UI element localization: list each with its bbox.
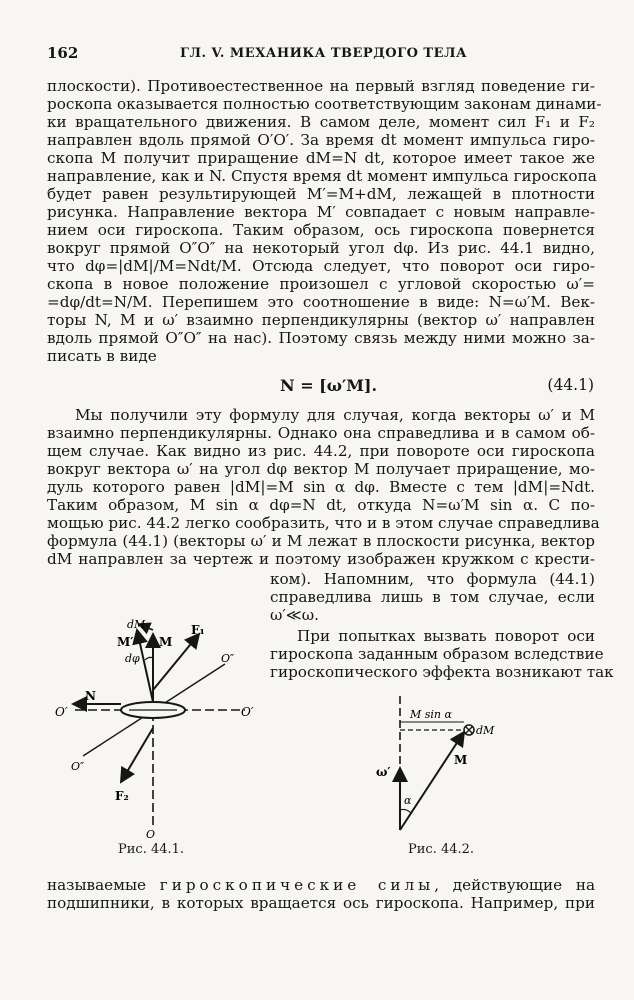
figure-44-1-caption: Рис. 44.1. bbox=[118, 842, 185, 857]
label-O1-left: O′ bbox=[55, 705, 68, 719]
page-number: 162 bbox=[47, 44, 79, 62]
text-line: вокруг вектора ω′ на угол dφ вектор M получает приращение, мо- bbox=[47, 460, 595, 478]
text-line: вдоль прямой O″O″ на нас). Поэтому связь между ними можно за- bbox=[47, 329, 595, 347]
label-omega-prime: ω′ bbox=[376, 765, 391, 779]
label-dphi: dφ bbox=[125, 652, 140, 665]
label-O-bottom: O bbox=[146, 828, 156, 840]
label-O2-top: O″ bbox=[221, 652, 235, 665]
vector-M bbox=[400, 732, 464, 830]
text-line: направление, как и N. Спустя время dt момент импульса гироскопа bbox=[47, 167, 597, 185]
text-line: ω′≪ω. bbox=[270, 606, 319, 624]
text-line: что dφ=|dM|/M=Ndt/M. Отсюда следует, что поворот оси гиро- bbox=[47, 257, 595, 275]
text-line: скопа в новое положение произошел с угловой скоростью ω′= bbox=[47, 275, 595, 293]
text-line: ком). Напомним, что формула (44.1) bbox=[270, 570, 595, 588]
text-line: скопа M получит приращение dM=N dt, которое имеет такое же bbox=[47, 149, 595, 167]
text-line: направлен вдоль прямой O′O′. За время dt момент импульса гиро- bbox=[47, 131, 595, 149]
label-dM: dM bbox=[476, 724, 495, 737]
label-N: N bbox=[85, 689, 96, 703]
vector-M-prime bbox=[137, 630, 153, 702]
text-line: торы N, M и ω′ взаимно перпендикулярны (вектор ω′ направлен bbox=[47, 311, 595, 329]
label-F1: F₁ bbox=[191, 623, 205, 637]
text-line: мощью рис. 44.2 легко сообразить, что и в этом случае справедлива bbox=[47, 514, 600, 532]
running-header: ГЛ. V. МЕХАНИКА ТВЕРДОГО ТЕЛА bbox=[180, 46, 468, 61]
angle-alpha-arc bbox=[400, 809, 411, 813]
text-line: подшипники, в которых вращается ось гироскопа. Например, при bbox=[47, 894, 595, 912]
text-line: ки вращательного движения. В самом деле, момент сил F₁ и F₂ bbox=[47, 113, 595, 131]
label-M: M bbox=[454, 753, 468, 767]
label-M-prime: M′ bbox=[117, 635, 134, 649]
spaced-term: гироскопические силы bbox=[159, 876, 435, 894]
label-Msina: M sin α bbox=[410, 708, 452, 721]
text-line: гироскопического эффекта возникают так bbox=[270, 663, 614, 681]
label-O1-right: O′ bbox=[241, 705, 254, 719]
figure-44-2-caption: Рис. 44.2. bbox=[408, 842, 475, 857]
text-line: дуль которого равен |dM|=M sin α dφ. Вместе с тем |dM|=Ndt. bbox=[47, 478, 595, 496]
text-span: называемые bbox=[47, 876, 160, 894]
text-line: взаимно перпендикулярны. Однако она справедлива и в самом об- bbox=[47, 424, 595, 442]
label-F2: F₂ bbox=[115, 789, 129, 803]
text-line: справедлива лишь в том случае, если bbox=[270, 588, 595, 606]
text-line bbox=[47, 876, 595, 894]
figure-44-1 bbox=[45, 600, 265, 840]
label-dM: dM bbox=[127, 618, 146, 631]
label-alpha: α bbox=[404, 794, 412, 807]
equation-number: (44.1) bbox=[547, 376, 594, 394]
text-line: При попытках вызвать поворот оси bbox=[297, 627, 595, 645]
text-line: нием оси гироскопа. Таким образом, ось гироскопа повернется bbox=[47, 221, 595, 239]
equation-44-1: N = [ω′M]. bbox=[280, 376, 378, 395]
text-line: щем случае. Как видно из рис. 44.2, при повороте оси гироскопа bbox=[47, 442, 595, 460]
text-line: плоскости). Противоестественное на первый взгляд поведение ги- bbox=[47, 77, 595, 95]
label-O2-bottom: O″ bbox=[71, 760, 85, 773]
text-line: формула (44.1) (векторы ω′ и M лежат в плоскости рисунка, вектор bbox=[47, 532, 595, 550]
text-line: роскопа оказывается полностью соответствующим законам динами- bbox=[47, 95, 602, 113]
text-line: гироскопа заданным образом вследствие bbox=[270, 645, 604, 663]
vector-F2 bbox=[121, 728, 153, 782]
text-line: писать в виде bbox=[47, 347, 157, 365]
text-line: рисунка. Направление вектора M′ совпадает с новым направле- bbox=[47, 203, 595, 221]
figure-44-2 bbox=[360, 692, 510, 837]
text-line: вокруг прямой O″O″ на некоторый угол dφ. Из рис. 44.1 видно, bbox=[47, 239, 595, 257]
text-span: , действующие на bbox=[434, 876, 595, 894]
text-line: =dφ/dt=N/M. Перепишем это соотношение в виде: N=ω′M. Век- bbox=[47, 293, 595, 311]
text-line: будет равен результирующей M′=M+dM, лежащей в плотности bbox=[47, 185, 595, 203]
label-M: M bbox=[159, 635, 173, 649]
text-line: Таким образом, M sin α dφ=N dt, откуда N=ω′M sin α. С по- bbox=[47, 496, 595, 514]
text-line: Мы получили эту формулу для случая, когда векторы ω′ и M bbox=[75, 406, 595, 424]
angle-dphi-arc bbox=[145, 657, 153, 660]
text-line: dM направлен за чертеж и поэтому изображен кружком с крести- bbox=[47, 550, 595, 568]
